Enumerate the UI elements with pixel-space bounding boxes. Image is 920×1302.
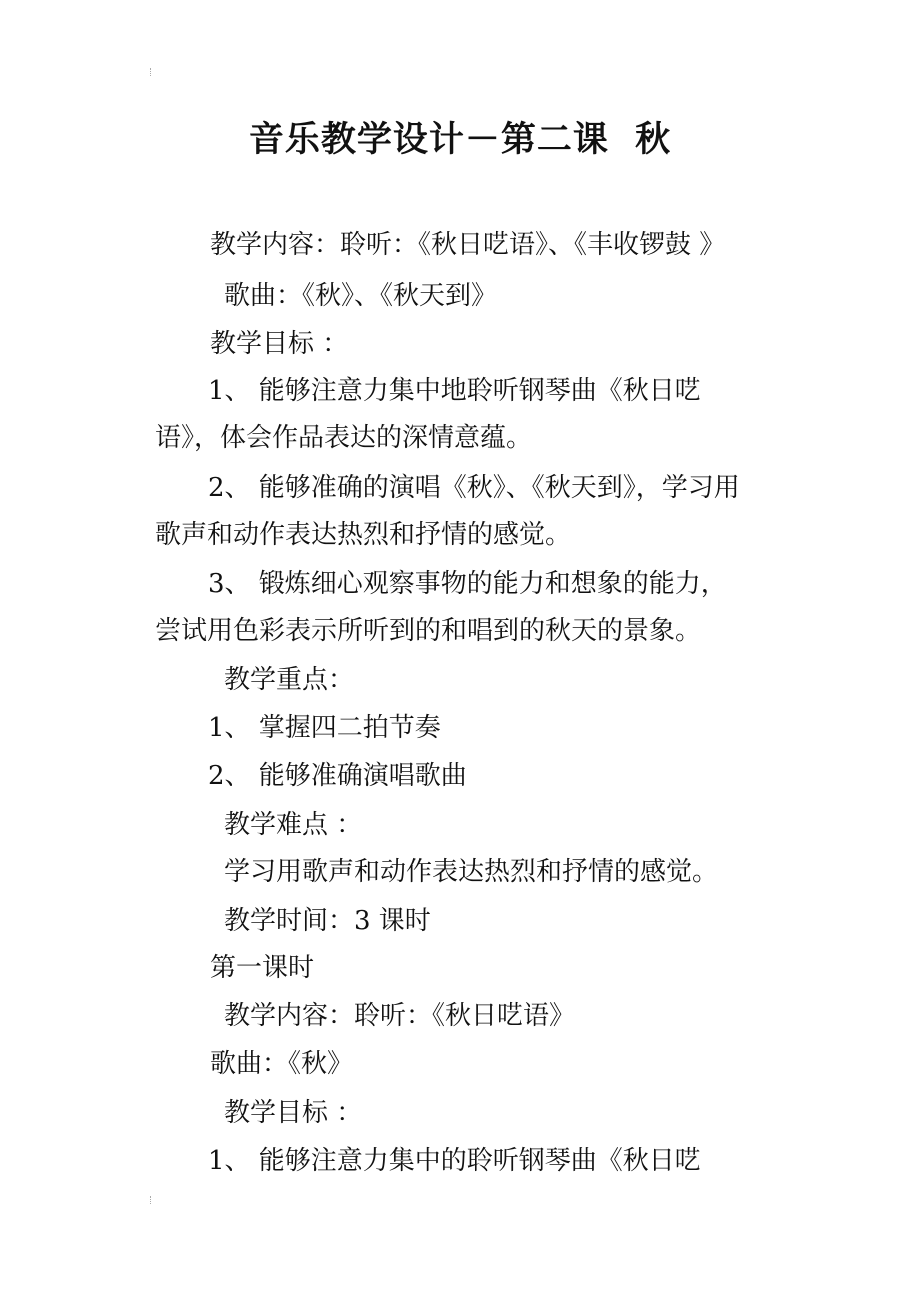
text-line: 2、 能够准确的演唱《秋》、《秋天到》，学习用 [208,473,740,503]
text-line: 教学重点： [224,665,355,695]
text-line: 1、 能够注意力集中地聆听钢琴曲《秋日呓 [208,376,701,406]
text-line: 歌曲：《秋》、《秋天到》 [224,281,498,311]
text-line: 教学内容：聆听：《秋日呓语》、《丰收锣鼓 》 [210,230,726,260]
text-line: 3、 锻炼细心观察事物的能力和想象的能力， [208,569,727,599]
scan-mark-top [150,68,154,76]
text-line: 教学目标 ： [210,329,349,359]
text-line: 语》，体会作品表达的深情意蕴。 [155,423,533,453]
text-line: 教学时间：3 课时 [224,906,431,936]
text-line: 教学目标 ： [224,1098,363,1128]
text-line: 2、 能够准确演唱歌曲 [208,761,467,791]
text-line: 尝试用色彩表示所听到的和唱到的秋天的景象。 [155,616,702,646]
text-line: 教学难点 ： [224,810,363,840]
scan-mark-bottom [150,1196,154,1204]
text-line: 歌声和动作表达热烈和抒情的感觉。 [155,520,572,550]
text-line: 教学内容：聆听：《秋日呓语》 [224,1001,576,1031]
document-title: 音乐教学设计－第二课 秋 [248,120,672,160]
text-line: 1、 能够注意力集中的聆听钢琴曲《秋日呓 [208,1146,701,1176]
text-line: 第一课时 [210,953,315,983]
text-line: 歌曲：《秋》 [210,1049,354,1079]
text-line: 学习用歌声和动作表达热烈和抒情的感觉。 [224,857,719,887]
text-line: 1、 掌握四二拍节奏 [208,713,441,743]
